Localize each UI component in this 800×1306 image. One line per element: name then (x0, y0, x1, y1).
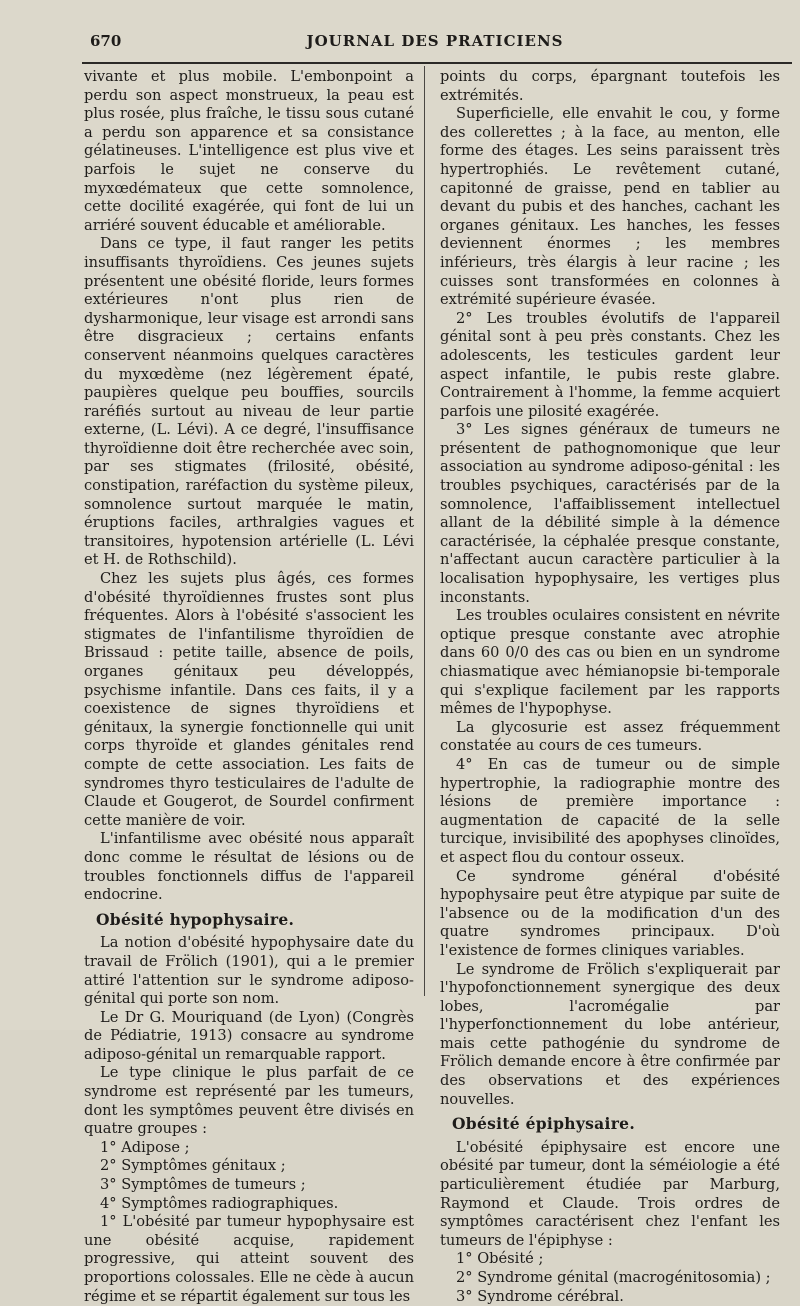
left-column (84, 68, 414, 1306)
paragraph: La glycosurie est assez fréquemment constatée au cours de ces tumeurs. (440, 718, 780, 755)
list-item: 2° Syndrome génital (macrogénitosomia) ; (456, 1269, 771, 1286)
list-item: 2° Symptômes génitaux ; (100, 1157, 286, 1175)
running-title: JOURNAL DES PRATICIENS (306, 32, 564, 50)
paragraph: 3° Les signes généraux de tumeurs ne présentent de pathognomonique que leur association au syndrome adiposo-génital : les troubles psychiques, caractérisés par de la somnolence, l'affaiblissement intellectuel allant de la débilité simple à la démence caractérisée, la céphalée presque constante, n'affectant aucun caractère particulier à la localisation hypophysaire, les vertiges plus inconstants. (440, 421, 780, 606)
paragraph: L'obésité épiphysaire est encore une obésité par tumeur, dont la séméiologie a été particulièrement étudiée par Marburg, Raymond et Claude. Trois ordres de symptômes caractérisent chez l'enfant les tumeurs de l'épiphyse : (440, 1138, 780, 1249)
section-heading-hypophysaire: Obésité hypophysaire. (96, 909, 295, 929)
paragraph: 4° En cas de tumeur ou de simple hypertrophie, la radiographie montre des lésions de première importance : augmentation de capacité de la selle turcique, invisibilité des apophyses clinoïdes, et aspect flou du contour osseux. (440, 755, 780, 866)
right-column (440, 68, 780, 1306)
paragraph: Les troubles oculaires consistent en névrite optique presque constante avec atrophie dans 60 0/0 des cas ou bien en un syndrome chiasmatique avec hémianopsie bi-temporale qui s'explique facilement par les rapports mêmes de l'hypophyse. (440, 607, 780, 718)
paragraph: L'infantilisme avec obésité nous apparaît donc comme le résultat de lésions ou de troubles fonctionnels diffus de l'appareil endocrine. (84, 830, 414, 904)
paragraph: 2° Les troubles évolutifs de l'appareil génital sont à peu près constants. Chez les adolescents, les testicules gardent leur aspect infantile, le pubis reste glabre. Contrairement à l'homme, la femme acquiert parfois une pilosité exagérée. (440, 309, 780, 420)
paragraph: La notion d'obésité hypophysaire date du travail de Frölich (1901), qui a le premier attiré l'attention sur le syndrome adiposo-génital qui porte son nom. (84, 934, 414, 1008)
section-heading-epiphysaire: Obésité épiphysaire. (452, 1114, 636, 1134)
paragraph: Ce syndrome général d'obésité hypophysaire peut être atypique par suite de l'absence ou de la modification d'un des quatre syndromes principaux. D'où l'existence de formes cliniques variables. (440, 867, 780, 959)
column-divider (424, 66, 425, 996)
paragraph: Dans ce type, il faut ranger les petits insuffisants thyroïdiens. Ces jeunes sujets présentent une obésité floride, leurs formes extérieures n'ont plus rien de dysharmonique, leur visage est arrondi sans être disgracieux ; certains enfants conservent néanmoins quelques caractères du myxœdème (nez légèrement épaté, paupières quelque peu bouffies, sourcils raréfiés surtout au niveau de leur partie externe, (L. Lévi). A ce degré, l'insuffisance thyroïdienne doit être recherchée avec soin, par ses stigmates (frilosité, obésité, constipation, raréfaction du système pileux, somnolence surtout marquée le matin, éruptions faciles, arthralgies vagues et transitoires, hypotension artérielle (L. Lévi et H. de Rothschild). (84, 235, 414, 569)
paragraph: Superficielle, elle envahit le cou, y forme des collerettes ; à la face, au menton, elle forme des étages. Les seins paraissent très hypertrophiés. Le revêtement cutané, capitonné de graisse, pend en tablier au devant du pubis et des hanches, cachant les organes génitaux. Les hanches, les fesses deviennent énormes ; les membres inférieurs, très élargis à leur racine ; les cuisses sont transformées en colonnes à extrémité supérieure évasée. (440, 105, 780, 309)
paragraph: points du corps, épargnant toutefois les extrémités. (440, 68, 780, 104)
list-item: 3° Syndrome cérébral. (456, 1287, 624, 1305)
paragraph: Le Dr G. Mouriquand (de Lyon) (Congrès de Pédiatrie, 1913) consacre au syndrome adiposo-génital un remarquable rapport. (84, 1008, 414, 1063)
paragraph: 1° L'obésité par tumeur hypophysaire est une obésité acquise, rapidement progressive, qui atteint souvent des proportions colossales. Elle ne cède à aucun régime et se répartit également sur tous les (84, 1213, 414, 1305)
page-number: 670 (90, 32, 122, 50)
paragraph: Le type clinique le plus parfait de ce syndrome est représenté par les tumeurs, dont les symptômes peuvent être divisés en quatre groupes : (84, 1064, 414, 1138)
list-item: 1° Obésité ; (456, 1250, 544, 1268)
page-header (90, 30, 780, 54)
list-item: 1° Adipose ; (100, 1138, 190, 1156)
paragraph: vivante et plus mobile. L'embonpoint a perdu son aspect monstrueux, la peau est plus rosée, plus fraîche, le tissu sous cutané a perdu son apparence et sa consistance gélatineuses. L'intelligence est plus vive et parfois le sujet ne conserve du myxœdémateux que cette somnolence, cette docilité exagérée, qui font de lui un arriéré souvent éducable et améliorable. (84, 68, 414, 234)
paragraph: Chez les sujets plus âgés, ces formes d'obésité thyroïdiennes frustes sont plus fréquentes. Alors à l'obésité s'associent les stigmates de l'infantilisme thyroïdien de Brissaud : petite taille, absence de poils, organes génitaux peu développés, psychisme infantile. Dans ces faits, il y a coexistence de signes thyroïdiens et génitaux, la synergie fonctionnelle qui unit corps thyroïde et glandes génitales rend compte de cette association. Les faits de syndromes thyro testiculaires de l'adulte de Claude et Gougerot, de Sourdel confirment cette manière de voir. (84, 570, 414, 829)
header-rule (82, 62, 792, 64)
paragraph: Le syndrome de Frölich s'expliquerait par l'hypofonctionnement synergique des deux lobes, l'acromégalie par l'hyperfonctionnement du lobe antérieur, mais cette pathogénie du syndrome de Frölich demande encore à être confirmée par des observations et des expériences nouvelles. (440, 960, 780, 1108)
list-item: 4° Symptômes radiographiques. (100, 1194, 339, 1212)
list-item: 3° Symptômes de tumeurs ; (100, 1176, 306, 1194)
